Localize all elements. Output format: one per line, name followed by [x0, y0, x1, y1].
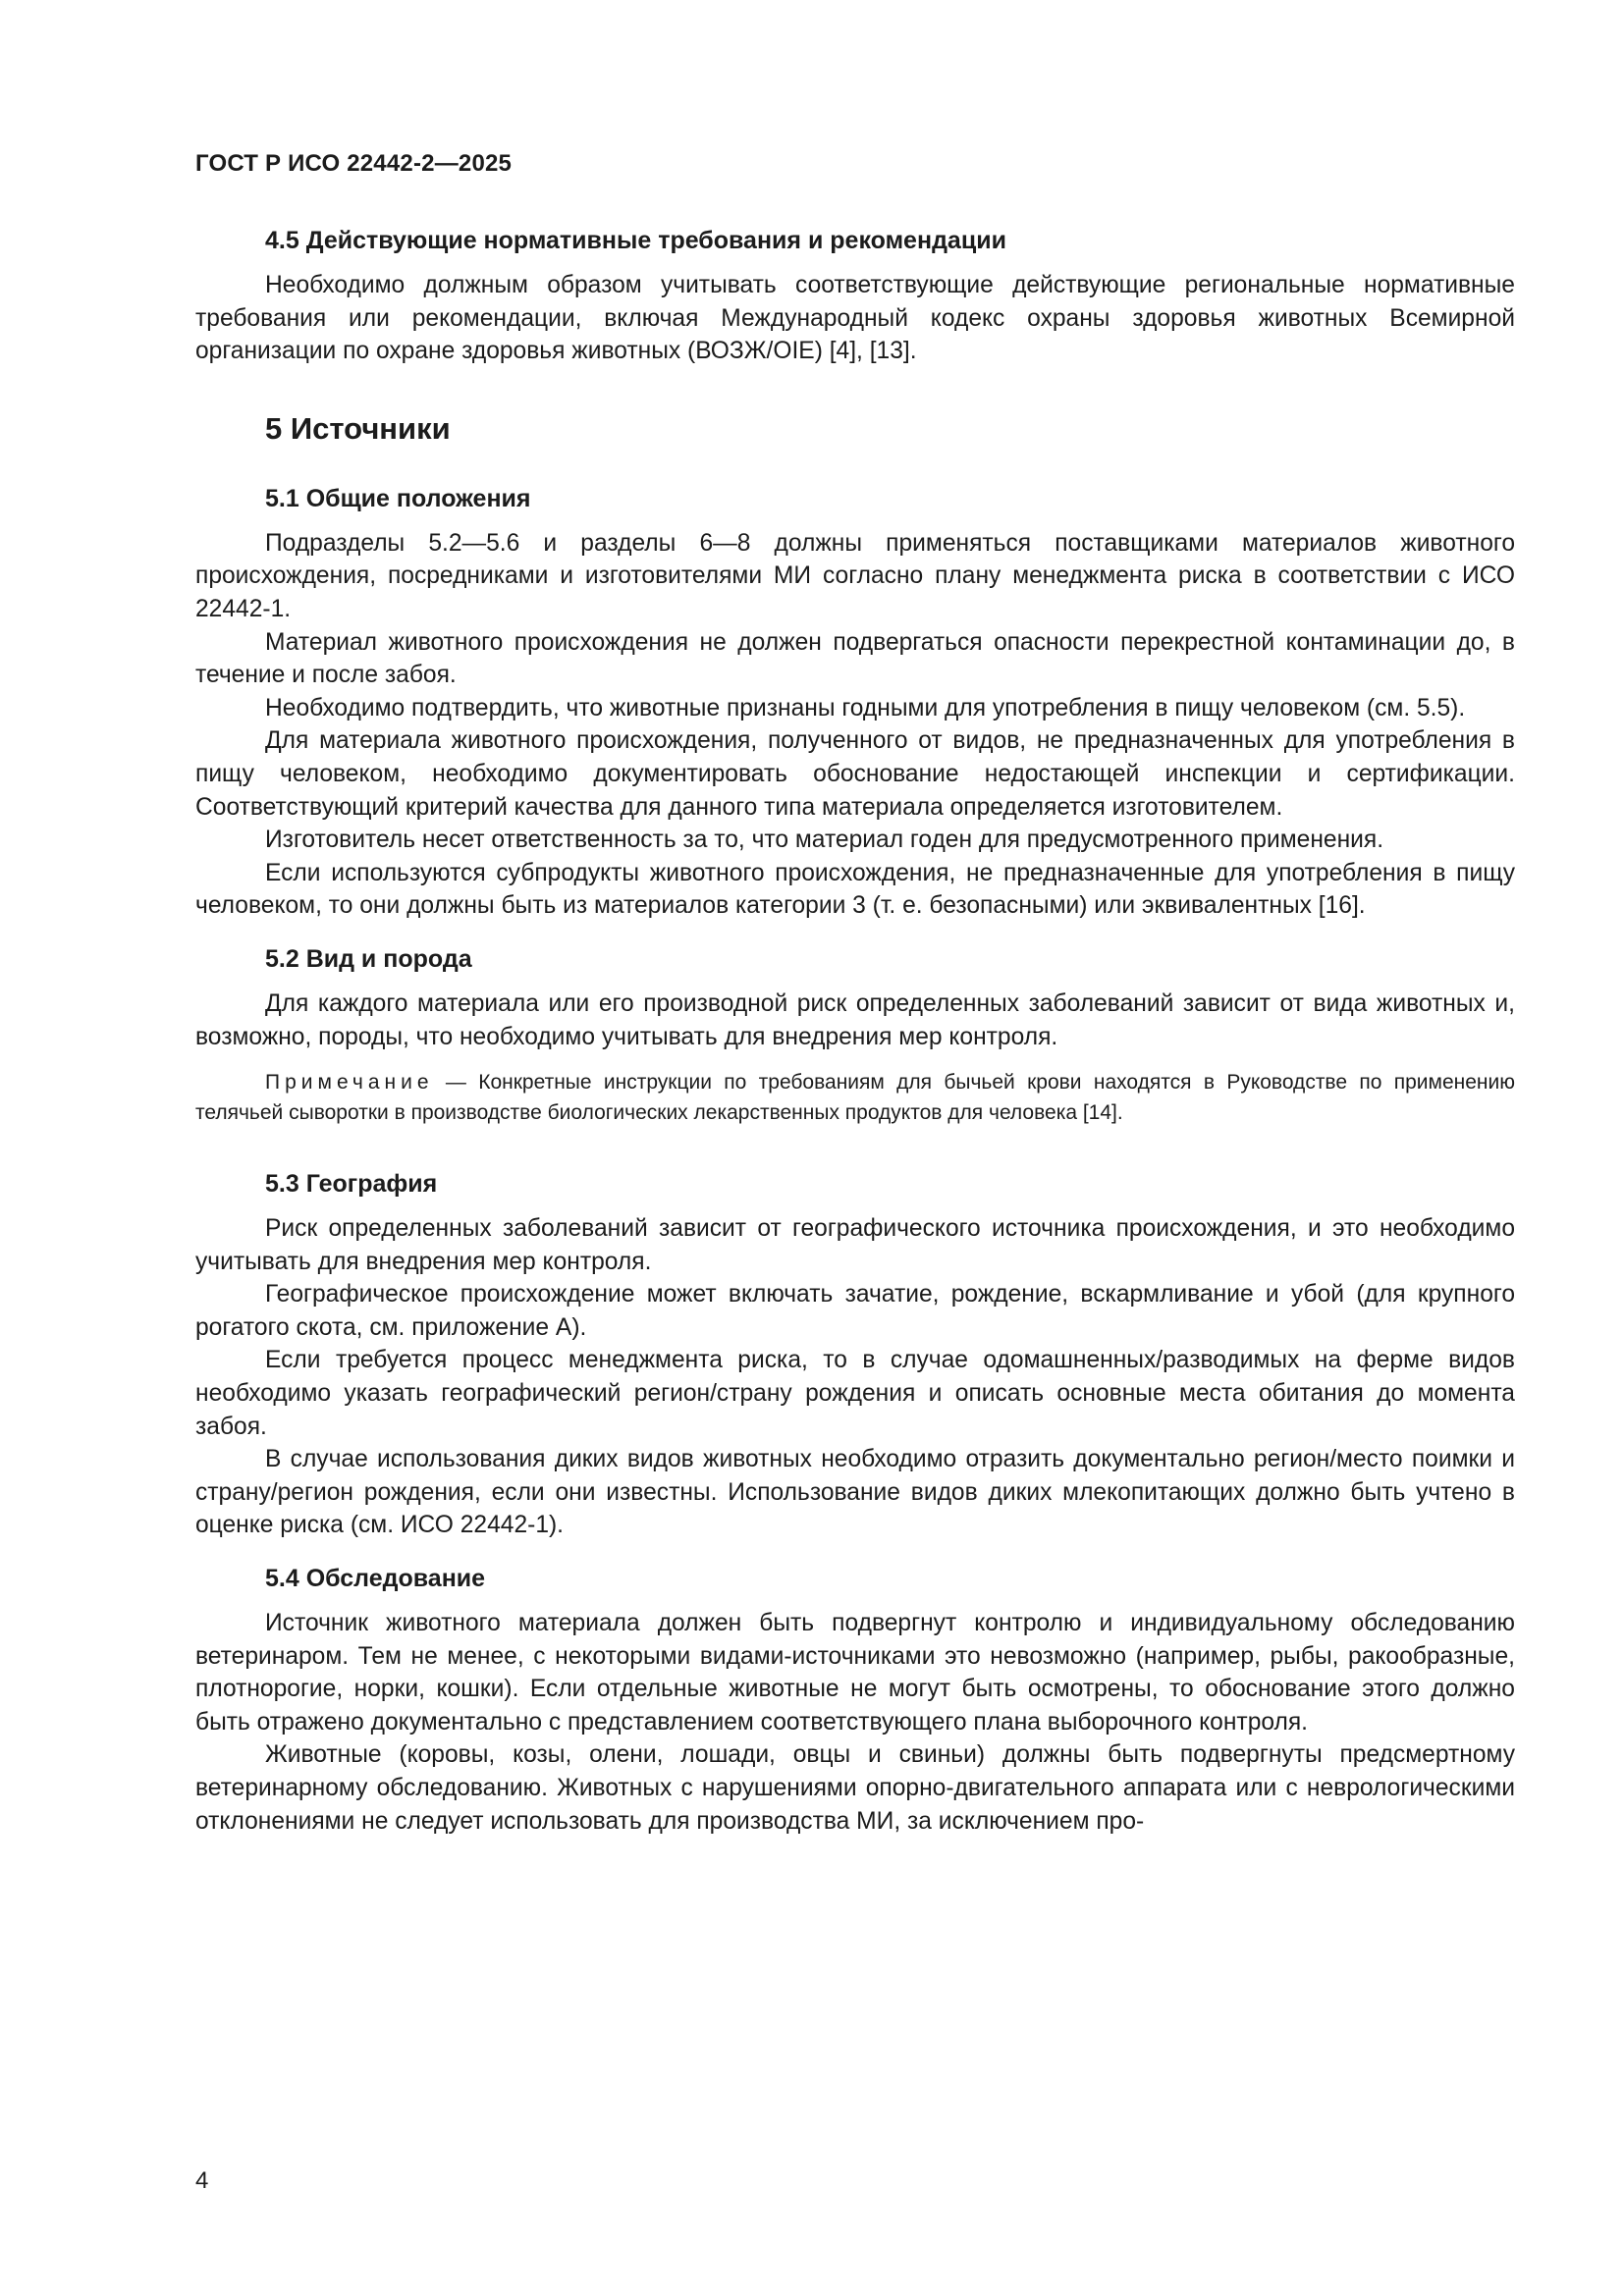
paragraph: В случае использования диких видов животных необходимо отразить документально регион/место поимки и страну/регион рождения, если они известны. Использование видов диких млекопитающих должно быть учтено в оценке риска (см. ИСО 22442-1). [195, 1446, 1515, 1539]
section-heading: 5.4 Обследование [265, 1565, 486, 1593]
section-heading: 5.3 География [265, 1170, 438, 1199]
document-identifier: ГОСТ Р ИСО 22442-2—2025 [195, 150, 513, 177]
note [195, 1067, 1515, 1128]
section-5-2 [195, 942, 1515, 1128]
section-heading: 4.5 Действующие нормативные требования и рекомендации [265, 227, 1006, 254]
chapter-heading: 5 Источники [265, 410, 451, 446]
paragraph: Для каждого материала или его производной риск определенных заболеваний зависит от вида животных и, возможно, породы, что необходимо учитывать для внедрения мер контроля. [195, 989, 1515, 1050]
paragraph: Если требуется процесс менеджмента риска, то в случае одомашненных/разводимых на ферме видов необходимо указать географический регион/страну рождения и описать основные места обитания до момента забоя. [195, 1347, 1515, 1440]
paragraph: Материал животного происхождения не должен подвергаться опасности перекрестной контаминации до, в течение и после забоя. [195, 628, 1515, 689]
paragraph: Риск определенных заболеваний зависит от географического источника происхождения, и это необходимо учитывать для внедрения мер контроля. [195, 1215, 1515, 1275]
paragraph: Необходимо должным образом учитывать соответствующие действующие региональные нормативные требования или рекомендации, включая Международный кодекс охраны здоровья животных Всемирной организации по охране здоровья животных (ВОЗЖ/OIE) [4], [13]. [195, 272, 1515, 365]
note-text: — Конкретные инструкции по требованиям для бычьей крови находятся в Руководстве по применению телячьей сыворотки в производстве биологических лекарственных продуктов для человека [14]. [195, 1071, 1515, 1125]
paragraph: Для материала животного происхождения, полученного от видов, не предназначенных для употребления в пищу человеком, необходимо документировать обоснование недостающей инспекции и сертификации. Соответствующий критерий качества для данного типа материала определяется изготовителем. [195, 727, 1515, 821]
paragraph: Изготовитель несет ответственность за то, что материал годен для предусмотренного применения. [265, 827, 1384, 854]
section-heading: 5.1 Общие положения [265, 484, 531, 512]
paragraph: Если используются субпродукты животного происхождения, не предназначенные для употребления в пищу человеком, то они должны быть из материалов категории 3 (т. е. безопасными) или эквивалентных [16]. [195, 859, 1515, 920]
note-label: Примечание [265, 1071, 434, 1095]
paragraph: Географическое происхождение может включать зачатие, рождение, вскармливание и убой (для крупного рогатого скота, см. приложение А). [195, 1281, 1515, 1341]
section-5-4 [195, 1562, 1515, 1838]
paragraph: Необходимо подтвердить, что животные признаны годными для употребления в пищу человеком (см. 5.5). [265, 694, 1466, 721]
section-heading: 5.2 Вид и порода [265, 944, 472, 973]
page-number: 4 [195, 2167, 209, 2194]
paragraph: Источник животного материала должен быть подвергнут контролю и индивидуальному обследованию ветеринаром. Тем не менее, с некоторыми видами-источниками это невозможно (например, рыбы, ракообразные, плотнорогие, норки, кошки). Если отдельные животные не могут быть осмотрены, то обоснование этого должно быть отражено документально с представлением соответствующего плана выборочного контроля. [195, 1610, 1515, 1735]
paragraph: Животные (коровы, козы, олени, лошади, овцы и свиньи) должны быть подвергнуты предсмертному ветеринарному обследованию. Животных с нарушениями опорно-двигательного аппарата или с неврологическими отклонениями не следует использовать для производства МИ, за исключением про- [195, 1741, 1515, 1835]
section-5-1 [195, 482, 1515, 923]
section-5-3 [195, 1167, 1515, 1542]
section-4-5 [195, 224, 1515, 368]
paragraph: Подразделы 5.2—5.6 и разделы 6—8 должны применяться поставщиками материалов животного происхождения, посредниками и изготовителями МИ согласно плану менеджмента риска в соответствии с ИСО 22442-1. [195, 529, 1515, 622]
page-content [195, 224, 1515, 1857]
